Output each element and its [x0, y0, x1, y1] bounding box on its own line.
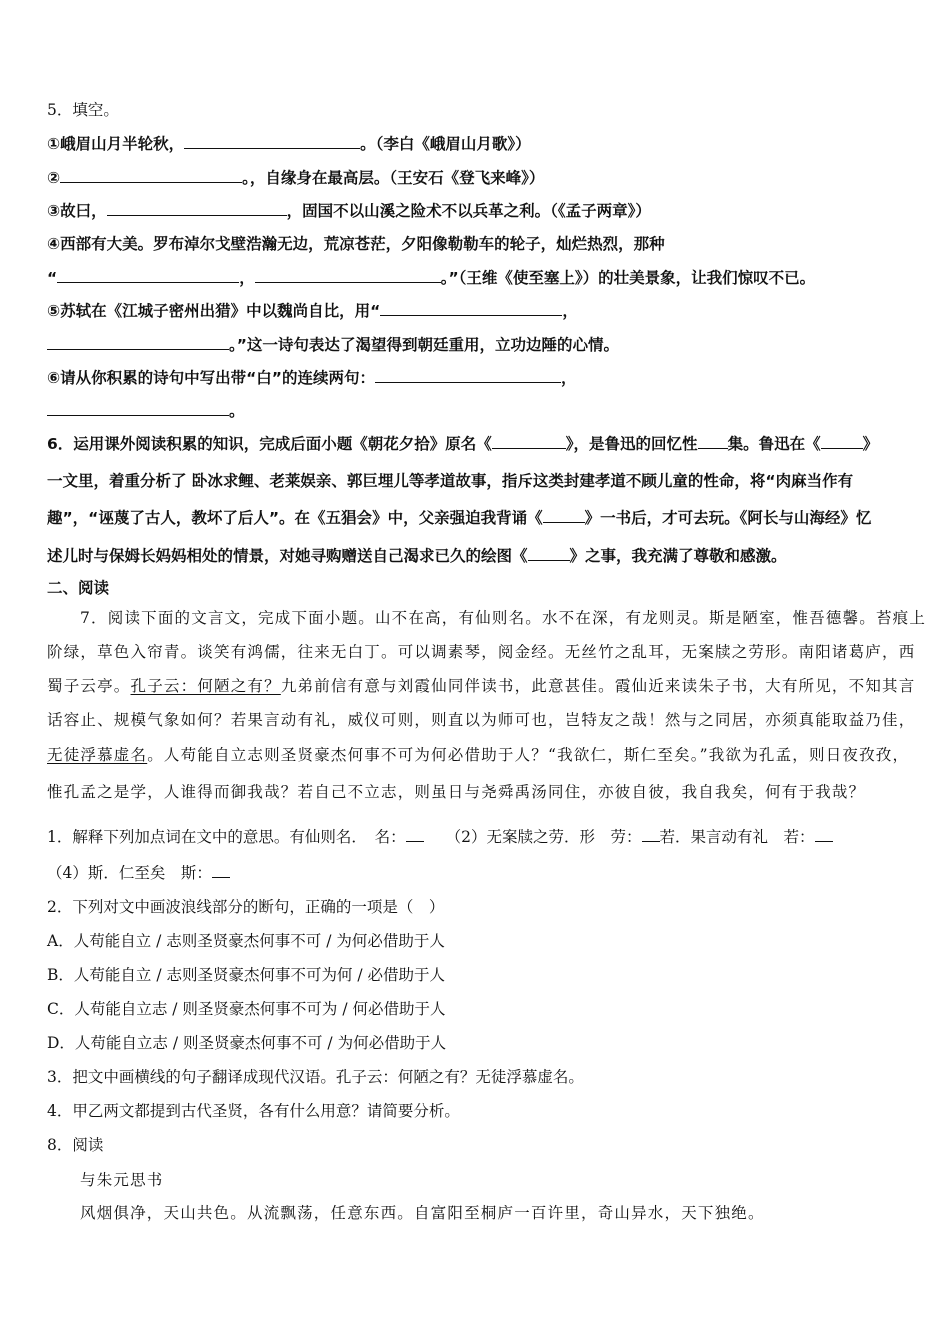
underlined-sentence: 无徒浮慕虚名	[47, 746, 148, 764]
q6-line-1: 6．运用课外阅读积累的知识，完成后面小题《朝花夕拾》原名《 》，是鲁迅的回忆性 集。鲁迅在《 》	[47, 435, 879, 453]
q8-passage-title: 与朱元思书	[80, 1171, 164, 1189]
fill-blank[interactable]	[698, 434, 728, 449]
fill-blank[interactable]	[406, 827, 424, 842]
fill-blank[interactable]	[821, 434, 863, 449]
q5-item-1: ①峨眉山月半轮秋， 。（李白《峨眉山月歌》）	[47, 135, 531, 153]
q5-item-5-cont: 。”这一诗句表达了渴望得到朝廷重用，立功边陲的心情。	[47, 335, 619, 355]
fill-blank[interactable]	[543, 508, 585, 523]
fill-blank[interactable]	[492, 434, 566, 449]
q6-line-4: 述儿时与保姆长妈妈相处的情景，对她寻购赠送自己渴求已久的绘图《 》之事，我充满了尊敬和感激。	[47, 547, 787, 565]
fill-blank[interactable]	[255, 268, 441, 283]
option-a[interactable]: A．人苟能自立 / 志则圣贤豪杰何事不可 / 为何必借助于人	[47, 932, 445, 950]
q7-passage-line-2: 阶绿，草色入帘青。谈笑有鸿儒，往来无白丁。可以调素琴，阅金经。无丝竹之乱耳，无案牍之劳形。南阳诸葛庐，西	[47, 643, 916, 661]
fill-blank[interactable]	[184, 134, 360, 149]
q5-item-4-cont: “ ， 。”（王维《使至塞上》）的壮美景象，让我们惊叹不已。	[47, 269, 816, 287]
q6-line-2: 一文里，着重分析了 卧冰求鲤、老莱娱亲、郭巨埋儿等孝道故事，指斥这类封建孝道不顾儿童的性命，将“肉麻当作有	[47, 472, 854, 490]
fill-blank[interactable]	[375, 368, 561, 383]
q5-item-5: ⑤苏轼在《江城子密州出猎》中以魏尚自比，用“ ，	[47, 302, 578, 320]
q6-line-3: 趣”，“诬蔑了古人，教坏了后人”。在《五猖会》中，父亲强迫我背诵《 》一书后，才可去玩。《阿长与山海经》忆	[47, 509, 872, 527]
q5-title: 5．填空。	[47, 101, 119, 119]
q7-sub-4: 4．甲乙两文都提到古代圣贤，各有什么用意？请简要分析。	[47, 1102, 460, 1120]
option-b[interactable]: B．人苟能自立 / 志则圣贤豪杰何事不可为何 / 必借助于人	[47, 966, 446, 984]
q5-item-3: ③故曰， ，固国不以山溪之险术不以兵革之利。（《孟子两章》）	[47, 202, 651, 220]
q8-passage-line-1: 风烟俱净，天山共色。从流飘荡，任意东西。自富阳至桐庐一百许里，奇山异水，天下独绝。	[80, 1204, 765, 1222]
section-title-reading: 二、阅读	[47, 579, 110, 597]
q7-passage-line-1: 7．阅读下面的文言文，完成下面小题。山不在高，有仙则名。水不在深，有龙则灵。斯是陋室，惟吾德馨。苔痕上	[80, 609, 927, 627]
q5-item-6-cont: 。	[47, 401, 245, 421]
fill-blank[interactable]	[47, 335, 229, 350]
option-d[interactable]: D．人苟能自立志 / 则圣贤豪杰何事不可 / 为何必借助于人	[47, 1034, 447, 1052]
q7-passage-line-4: 话容止、规模气象如何？若果言动有礼，威仪可则，则直以为师可也，岂特友之哉！然与之同居，亦须真能取益乃佳，	[47, 711, 916, 729]
fill-blank[interactable]	[107, 201, 287, 216]
fill-blank[interactable]	[815, 827, 833, 842]
fill-blank[interactable]	[528, 546, 570, 561]
q7-sub-2: 2．下列对文中画波浪线部分的断句，正确的一项是（ ）	[47, 898, 445, 916]
underlined-sentence: 孔子云：何陋之有？	[130, 677, 281, 695]
q7-passage-line-6: 惟孔孟之是学，人谁得而御我哉？若自己不立志，则虽日与尧舜禹汤同住，亦彼自彼，我自我矣，何有于我哉？	[47, 783, 866, 801]
fill-blank[interactable]	[212, 863, 230, 878]
option-c[interactable]: C．人苟能自立志 / 则圣贤豪杰何事不可为 / 何必借助于人	[47, 1000, 446, 1018]
q7-sub-3: 3．把文中画横线的句子翻译成现代汉语。孔子云：何陋之有？无徒浮慕虚名。	[47, 1068, 584, 1086]
q7-passage-line-5: 无徒浮慕虚名。人苟能自立志则圣贤豪杰何事不可为何必借助于人？“我欲仁，斯仁至矣。”我欲为孔孟，则日夜孜孜，	[47, 746, 910, 764]
fill-blank[interactable]	[57, 268, 239, 283]
fill-blank[interactable]	[60, 168, 242, 183]
fill-blank[interactable]	[47, 401, 229, 416]
q7-sub-1-cont: （4）斯．仁至矣 斯：	[47, 863, 230, 883]
q7-passage-line-3: 蜀子云亭。孔子云：何陋之有？九弟前信有意与刘霞仙同伴读书，此意甚佳。霞仙近来读朱子书，大有所见，不知其言	[47, 677, 916, 695]
q5-item-4: ④西部有大美。罗布淖尔戈壁浩瀚无边，荒凉苍茫，夕阳像勒勒车的轮子，灿烂热烈，那种	[47, 235, 665, 253]
q5-item-2: ② 。，自缘身在最高层。（王安石《登飞来峰》）	[47, 169, 545, 187]
fill-blank[interactable]	[642, 827, 660, 842]
fill-blank[interactable]	[380, 301, 562, 316]
q8-title: 8．阅读	[47, 1136, 104, 1154]
q5-item-6: ⑥请从你积累的诗句中写出带“白”的连续两句： ，	[47, 369, 577, 387]
q7-sub-1: 1．解释下列加点词在文中的意思。有仙则名． 名： （2）无案牍之劳．形 劳： 若．果言动有礼 若：	[47, 827, 833, 847]
